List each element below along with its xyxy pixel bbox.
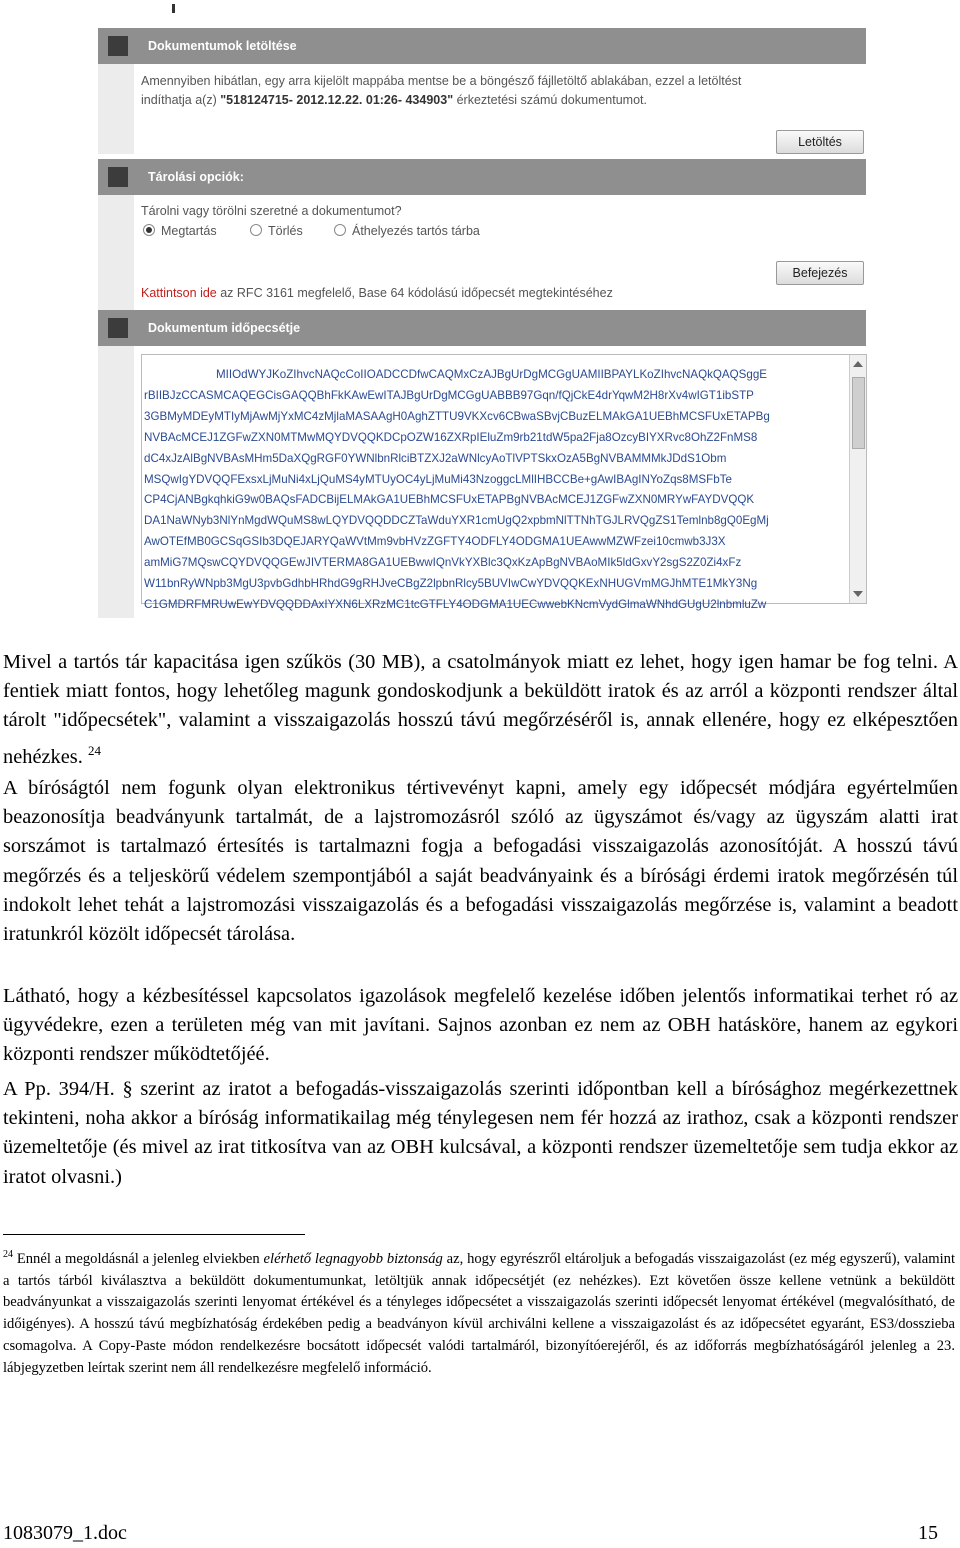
section-square-icon xyxy=(108,36,128,56)
footer-filename: 1083079_1.doc xyxy=(3,1522,127,1544)
timestamp-text xyxy=(144,365,846,616)
footnote-separator xyxy=(3,1234,305,1235)
section-gutter xyxy=(98,195,134,313)
storage-section-header xyxy=(98,159,866,195)
timestamp-line: rBIIBJzCCASMCAQEGCisGAQQBhFkKAwEwITAJBgUrDgMCGgUABBB97Gqn/fQjCkE4drYqwM2H8rXv4wIGT1ibSTP xyxy=(144,388,754,402)
page-number: 15 xyxy=(918,1522,938,1544)
timestamp-view-link[interactable] xyxy=(141,286,613,300)
paragraph-1 xyxy=(3,648,958,772)
radio-label: Törlés xyxy=(268,224,303,238)
finish-button[interactable]: Befejezés xyxy=(776,261,864,285)
timestamp-line: C1GMDRFMRUwEwYDVQQDDAxIYXN6LXRzMC1tcGTFLY4ODGMA1UECwwebKNcmVydGlmaWNhdGUgU2lnbmluZw xyxy=(144,597,767,611)
scroll-thumb[interactable] xyxy=(852,377,865,449)
section-gutter xyxy=(98,64,134,154)
margin-mark xyxy=(172,4,175,13)
text-part: érkeztetési számú dokumentumot. xyxy=(456,93,647,107)
timestamp-line: MSQwIgYDVQQFExsxLjMuNi4xLjQuMS4yMTUyOC4yLjMuMi43NzoggcLMlIHBCCBe+gAwIBAgINYoZqs8MSFbTe xyxy=(144,472,732,486)
scrollbar[interactable] xyxy=(849,355,866,603)
text-part: a(z) xyxy=(195,93,217,107)
timestamp-section-title: Dokumentum időpecsétje xyxy=(148,321,301,335)
section-square-icon xyxy=(108,167,128,187)
footnote xyxy=(3,1244,955,1380)
paragraph-4: A Pp. 394/H. § szerint az iratot a befogadás-visszaigazolás szerinti időpontban kell a bírósághoz megérkezettnek tekinteni, noha akkor a bíróság informatikailag még ténylegesen nem fér hozzá az irathoz, csak a központi rendszer üzemeltetője (és mivel az irat titkosítva van az OBH kulcsával, a központi rendszer üzemeltetője sem tudja ekkor az iratot olvasni.) xyxy=(3,1078,958,1188)
timestamp-line: AwOTEfMB0GCSqGSIb3DQEJARYQaWVtMm9vbHVzZGFTY4ODFLY4ODGMA1UEAwwMZWFzei10cmwb3J3X xyxy=(144,535,726,549)
timestamp-line: CP4CjANBgkqhkiG9w0BAQsFADCBijELMAkGA1UEBhMCSFUxETAPBgNVBAcMCEJ1ZGFwZXN0MRYwFAYDVQQK xyxy=(144,493,755,507)
radio-delete[interactable] xyxy=(250,224,303,238)
portal-screenshot xyxy=(98,28,866,618)
timestamp-line: amMiG7MQswCQYDVQQGEwJIVTERMA8GA1UEBwwIQnVkYXBlc3QxKzApBgNVBAoMIk5ldGxvY2sgS2Z0Zi4xFz xyxy=(144,556,742,570)
timestamp-line: dC4xJzAlBgNVBAsMHm5DaXQgRGF0YWNlbnRlciBTZXJ2aWNlcyAoTlVPTSkxOzA5BgNVBAMMMkJDdS1Obm xyxy=(144,451,727,465)
radio-label: Áthelyezés tartós tárba xyxy=(352,224,480,238)
document-reference: "518124715- 2012.12.22. 01:26- 434903" xyxy=(220,93,454,107)
timestamp-line: MIIOdWYJKoZIhvcNAQcCoIIOADCCDfwCAQMxCzAJBgUrDgMCGgUAMIIBPAYLKoZIhvcNAQkQAQSggE xyxy=(216,368,768,381)
footnote-reference: 24 xyxy=(87,742,101,758)
section-gutter xyxy=(98,346,134,618)
download-button[interactable]: Letöltés xyxy=(776,130,864,154)
timestamp-textarea[interactable] xyxy=(141,354,867,611)
radio-selected-icon xyxy=(143,224,155,236)
radio-label: Megtartás xyxy=(161,224,217,238)
scroll-up-icon[interactable] xyxy=(853,361,863,367)
radio-move-to-permanent[interactable] xyxy=(334,224,480,238)
footnote-number: 24 xyxy=(3,1249,13,1260)
download-section-header xyxy=(98,28,866,64)
radio-icon xyxy=(250,224,262,236)
link-description: az RFC 3161 megfelelő, Base 64 kódolású időpecsét megtekintéséhez xyxy=(220,286,613,300)
paragraph-2: A bíróságtól nem fogunk olyan elektronikus tértivevényt kapni, amely egy időpecsét módjára egyértelműen beazonosítja beadványunk tartalmát, de a lajstromozásról szóló az ügyszámot és/vagy az ügyszám alatti irat sorszámot is tartalmazó értesítés is tartalmazni fogja a befogadási visszaigazolás azonosítóját. A hosszú távú megőrzés és a teljeskörű védelem szempontjából a saját beadványaink és a bírósági érdemi iratok megőrzésén túl indokolt lehet tehát a lajstromozási visszaigazolás és a befogadási visszaigazolás megőrzése is, valamint a beadott iratunkról közölt időpecsét tárolása. xyxy=(3,777,958,946)
download-instruction-line2 xyxy=(141,93,647,107)
footnote-text: az, hogy egyrészről eltároljuk a befogadás visszaigazolást (ez még egyszerű), valamint a tartós tárból kiválasztva a beküldött dokumentumunkat, letöltjük annak időpecsétjét (ez nehézkes). Ezt követően össze kellene vetnünk a beküldött beadványunkat a visszaigazolás szerinti lenyomat értékével és a tényleges időpecsétet a visszaigazolás szerinti időpecsét lenyomat értékével (megvalósítható, de időigényes). A hosszú távú megbízhatóság érdekében pedig a beadványon kívül archiválni kellene a visszaigazolást és az időpecsétet egyaránt, ES3/dosszieba csomagolva. A Copy-Paste módon rendelkezésre bocsátott időpecsét valódi tartalmáról, bizonyítóerejéről, és az időforrás megbízhatóságáról jelenleg a 23. lábjegyzetben leírtak szerint nem áll rendelkezésre megfelelő információ. xyxy=(3,1250,956,1376)
storage-question: Tárolni vagy törölni szeretné a dokumentumot? xyxy=(141,204,402,218)
text-part: indíthatja xyxy=(141,93,192,107)
paragraph-3: Látható, hogy a kézbesítéssel kapcsolatos igazolások megfelelő kezelése időben jelentős informatikai terhet ró az ügyvédekre, ezen a területen még van mit javítani. Sajnos azonban ez nem az OBH hatásköre, hanem az egykori központi rendszer működtetőjéé. xyxy=(3,985,958,1066)
storage-section-title: Tárolási opciók: xyxy=(148,170,244,184)
paragraph-text: Mivel a tartós tár kapacitása igen szűkös (30 MB), a csatolmányok miatt ez lehet, hogy igen hamar be fog telni. A fentiek miatt fontos, hogy lehetőleg magunk gondoskodjunk a beküldött iratok és az arról a központi rendszer által tárolt "időpecsétek", valamint a visszaigazolás hosszú távú megőrzéséről is, annak ellenére, hogy ez elképesztően nehézkes. xyxy=(3,651,958,768)
click-here-link[interactable]: Kattintson ide xyxy=(141,286,217,300)
download-instruction-line1: Amennyiben hibátlan, egy arra kijelölt mappába mentse be a böngésző fájlletöltő ablakában, ezzel a letöltést xyxy=(141,74,742,88)
scroll-down-icon[interactable] xyxy=(853,591,863,597)
footnote-text: Ennél a megoldásnál a jelenleg elviekben xyxy=(16,1250,260,1267)
radio-keep[interactable] xyxy=(143,224,217,238)
timestamp-line: NVBAcMCEJ1ZGFwZXN0MTMwMQYDVQQKDCpOZW16ZXRpIEluZm9rb21tdW5pa2Fja8OzcyBIYXRvc8OhZ2FnMS8 xyxy=(144,430,758,444)
timestamp-line: DA1NaWNyb3NlYnMgdWQuMS8wLQYDVQQDDCZTaWduYXR1cmUgQ2xpbmNlTTNhTGJLRVQgZS1Temlnb8gQ0EgMj xyxy=(144,514,769,528)
timestamp-line: W11bnRyWNpb3MgU3pvbGdhbHRhdG9gRHJveCBgZ2lpbnRlcy5BUVIwCwYDVQQKExNHUGVmMGJhMTE1MkY3Ng xyxy=(144,577,758,591)
timestamp-section-header xyxy=(98,310,866,346)
section-square-icon xyxy=(108,318,128,338)
footnote-emphasis: elérhető legnagyobb biztonság xyxy=(263,1250,443,1267)
radio-icon xyxy=(334,224,346,236)
timestamp-line: 3GBMyMDEyMTIyMjAwMjYxMC4zMjlaMASAAgH0AghZTTU9VKXcv6CBwaSBvjCBuzELMAkGA1UEBhMCSFUxETAPBg xyxy=(144,409,770,423)
download-section-title: Dokumentumok letöltése xyxy=(148,39,297,53)
